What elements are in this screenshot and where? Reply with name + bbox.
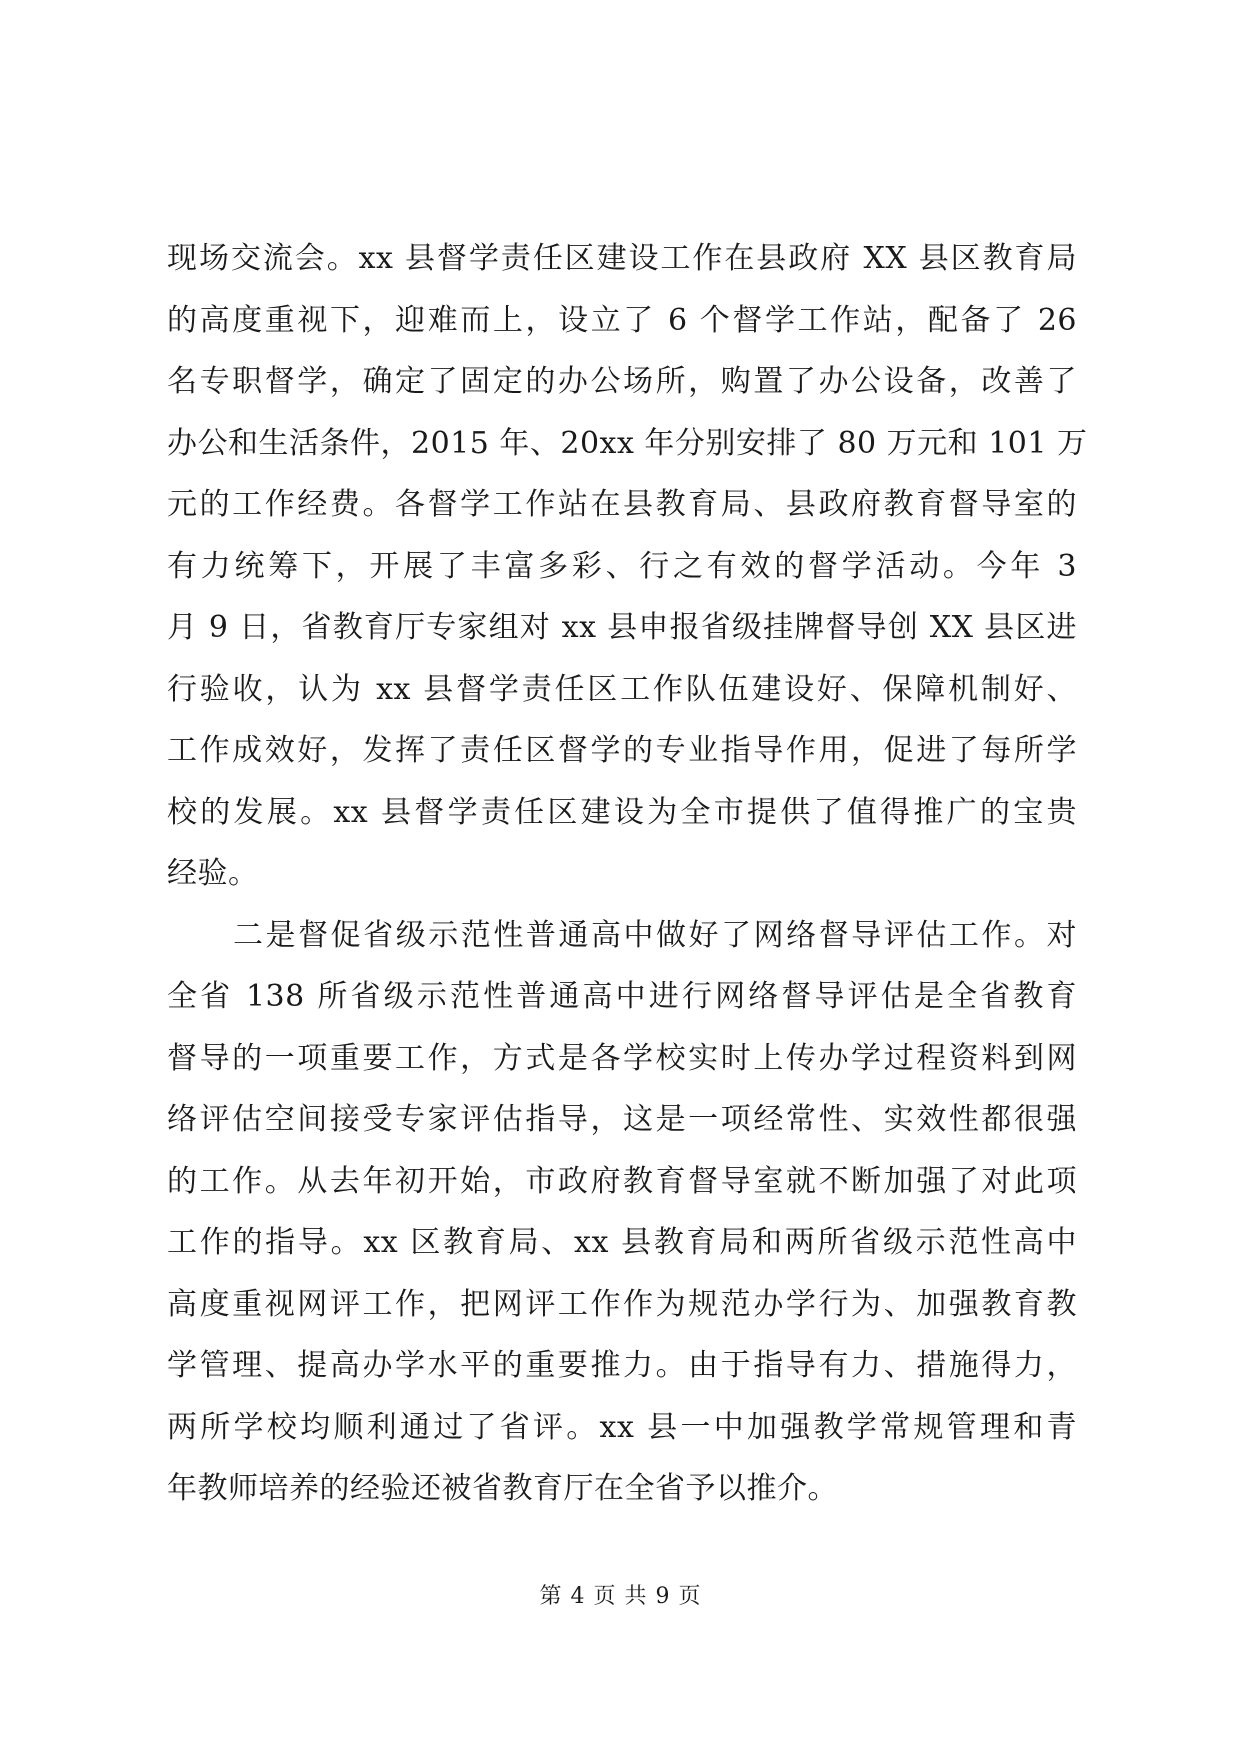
text-line: 元的工作经费。各督学工作站在县教育局、县政府教育督导室的: [167, 487, 1077, 522]
text-line: 工作成效好，发挥了责任区督学的专业指导作用，促进了每所学: [167, 733, 1077, 768]
text-line: 校的发展。xx 县督学责任区建设为全市提供了值得推广的宝贵: [167, 794, 1077, 830]
body-text: [167, 228, 1088, 1520]
text-line: 年教师培养的经验还被省教育厅在全省予以推介。: [167, 1471, 838, 1506]
page-number-footer: 第 4 页 共 9 页: [539, 1584, 702, 1609]
text-line: 有力统筹下，开展了丰富多彩、行之有效的督学活动。今年 3: [167, 548, 1077, 584]
text-line: 名专职督学，确定了固定的办公场所，购置了办公设备，改善了: [167, 364, 1077, 399]
text-line: 工作的指导。xx 区教育局、xx 县教育局和两所省级示范性高中: [167, 1225, 1077, 1260]
text-line: 督导的一项重要工作，方式是各学校实时上传办学过程资料到网: [167, 1040, 1077, 1076]
text-line: 的高度重视下，迎难而上，设立了 6 个督学工作站，配备了 26: [167, 302, 1077, 338]
text-line: 的工作。从去年初开始，市政府教育督导室就不断加强了对此项: [167, 1163, 1077, 1199]
paragraph-first-line: 二是督促省级示范性普通高中做好了网络督导评估工作。对: [233, 917, 1077, 953]
text-line: 学管理、提高办学水平的重要推力。由于指导有力、措施得力，: [167, 1348, 1077, 1383]
text-line: 行验收，认为 xx 县督学责任区工作队伍建设好、保障机制好、: [167, 671, 1077, 707]
text-line: 办公和生活条件，2015 年、20xx 年分别安排了 80 万元和 101 万: [167, 425, 1088, 461]
text-line: 全省 138 所省级示范性普通高中进行网络督导评估是全省教育: [167, 979, 1077, 1014]
text-line: 高度重视网评工作，把网评工作作为规范办学行为、加强教育教: [167, 1286, 1077, 1322]
text-line: 月 9 日，省教育厅专家组对 xx 县申报省级挂牌督导创 XX 县区进: [167, 610, 1077, 645]
text-line: 两所学校均顺利通过了省评。xx 县一中加强教学常规管理和青: [167, 1409, 1077, 1445]
text-line: 现场交流会。xx 县督学责任区建设工作在县政府 XX 县区教育局: [167, 241, 1077, 276]
text-line: 经验。: [167, 856, 259, 891]
text-line: 络评估空间接受专家评估指导，这是一项经常性、实效性都很强: [167, 1102, 1077, 1137]
